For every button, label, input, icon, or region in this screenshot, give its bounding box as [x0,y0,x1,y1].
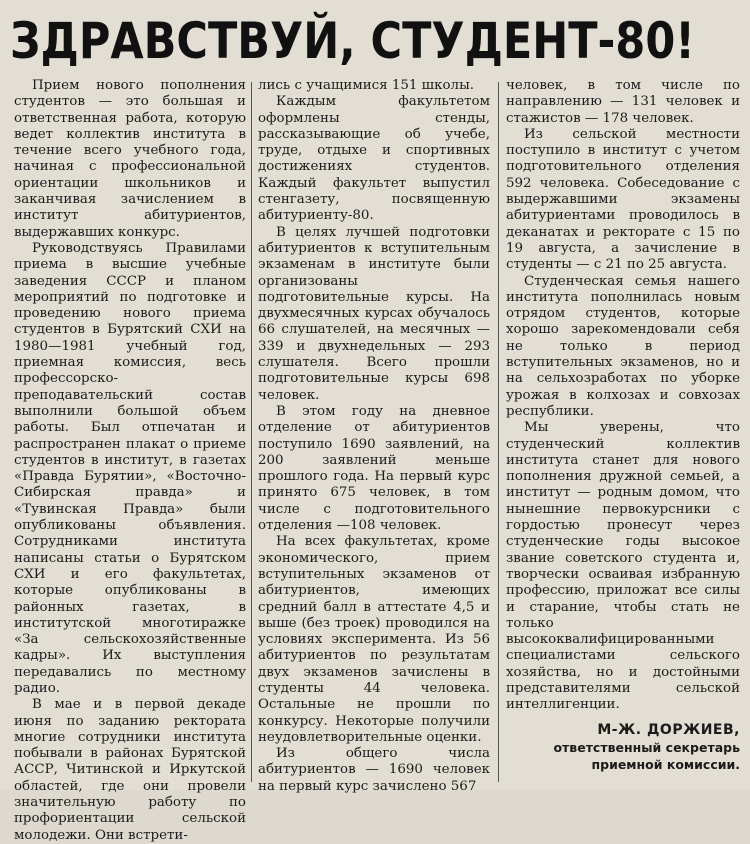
column-divider [251,82,252,782]
paragraph: Прием нового пополнения студентов — это большая и ответственная работа, которую ведет коллектив института в течение всего учебного года, начиная с профессиональной ориентации школьников и заканчивая зачислением в институт абитуриентов, выдержавших конкурс. [14,78,246,240]
column-divider [498,82,499,782]
paragraph: Студенческая семья нашего института пополнилась новым отрядом студентов, которые хорошо зарекомендовали себя не только в период вступительных экзаменов, но и на сельхозработах по уборке урожая в колхозах и совхозах республики. [506,273,740,419]
paragraph: В целях лучшей подготовки абитуриентов к вступительным экзаменам в институте были организованы подготовительные курсы. На двухмесячных курсах обучалось 66 слушателей, на месячных — 339 и двухнедельных — 293 слушателя. Всего прошли подготовительные курсы 698 человек. [258,224,490,403]
author-name: М-Ж. ДОРЖИЕВ, [597,721,740,738]
paragraph: человек, в том числе по направлению — 131 человек и стажистов — 178 человек. [506,78,740,126]
paragraph: Мы уверены, что студенческий коллектив института станет для нового пополнения дружной семьей, а институт — родным домом, что нынешние первокурсники с гордостью пронесут через студенческие годы высокое звание советского студента и, творчески осваивая избранную профессию, приложат все силы и старание, чтобы стать не только высококвалифицированными специалистами сельского хозяйства, но и достойными представителями сельской интеллигенции. [506,420,740,713]
paragraph: лись с учащимися 151 школы. [258,78,474,93]
paragraph: На всех факультетах, кроме экономического, прием вступительных экзаменов от абитуриентов, имеющих средний балл в аттестате 4,5 и выше (без троек) проводился на условиях эксперимента. Из 56 абитуриентов по результатам двух экзаменов зачислены в студенты 44 человека. Остальные не прошли по конкурсу. Некоторые получили неудовлетворительные оценки. [258,534,490,745]
headline: ЗДРАВСТВУЙ, СТУДЕНТ-80! [10,12,695,70]
paragraph: Руководствуясь Правилами приема в высшие учебные заведения СССР и планом мероприятий по подготовке и проведению нового приема студентов в Бурятский СХИ на 1980—1981 учебный год, приемная комиссия, весь профессорско-преподавательский состав выполнили большой объем работы. Был отпечатан и распространен плакат о приеме студентов в институт, в газетах «Правда Бурятии», «Восточно-Сибирская правда» и «Тувинская Правда» были опубликованы объявления. Сотрудниками института написаны статьи о Бурятском СХИ и его факультетах, которые опубликованы в районных газетах, в институтской многотиражке «За сельскохозяйственные кадры». Их выступления передавались по местному радио. [14,240,246,696]
article-column-3 [506,78,740,773]
paragraph: Каждым факультетом оформлены стенды, рассказывающие об учебе, труде, отдыхе и спортивных достижениях студентов. Каждый факультет выпустил стенгазету, посвященную абитуриенту-80. [258,94,490,224]
paragraph: Из сельской местности поступило в институт с учетом подготовительного отделения 592 человека. Собеседование с выдержавшими экзамены абитуриентами проводилось в деканатах и ректорате с 15 по 19 августа, а зачисление в студенты — с 21 по 25 августа. [506,126,740,273]
paragraph: В мае и в первой декаде июня по заданию ректората многие сотрудники института побывали в районах Бурятской АССР, Читинской и Иркутской областей, где они провели значительную работу по профориентации сельской молодежи. Они встрети- [14,697,246,843]
paragraph: Из общего числа абитуриентов — 1690 человек на первый курс зачислено 567 [258,746,490,794]
paragraph: В этом году на дневное отделение от абитуриентов поступило 1690 заявлений, на 200 заявлений меньше прошлого года. На первый курс принято 675 человек, в том числе с подготовительного отделения —108 человек. [258,403,490,534]
article-column-2 [258,78,490,795]
author-role: ответственный секретарь [553,739,740,755]
author-signature [506,722,740,773]
article-column-1 [14,78,246,844]
author-role: приемной комиссии. [591,756,740,772]
